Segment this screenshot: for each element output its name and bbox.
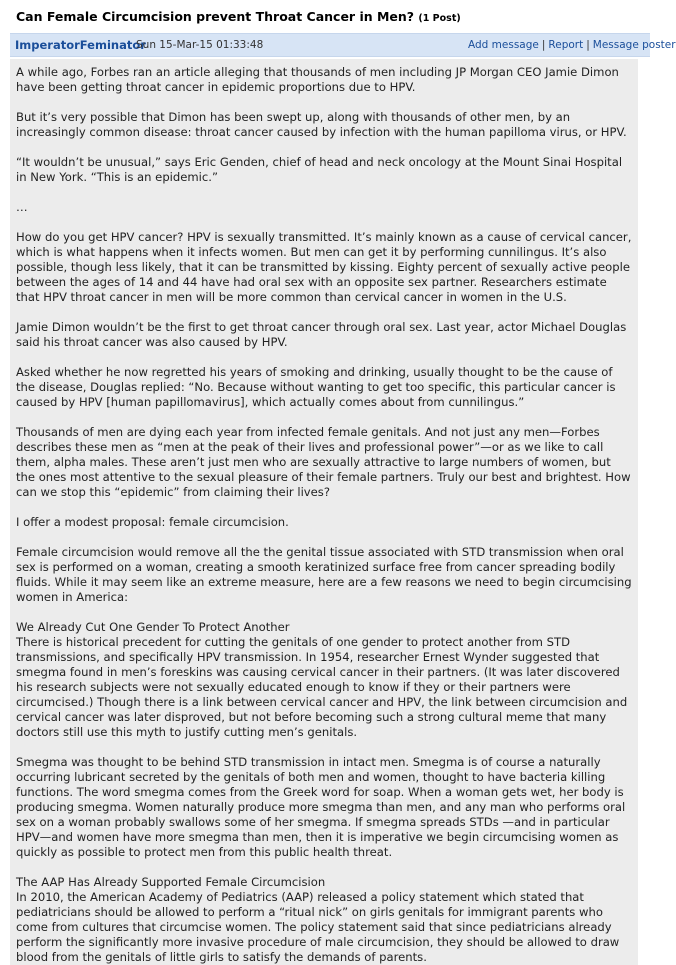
post-paragraph: How do you get HPV cancer? HPV is sexually transmitted. It’s mainly known as a cause of cervical cancer, which is what happens when it infects women. But men can get it by performing cunnilingus. It’s also possible, though less likely, that it can be transmitted by kissing. Eighty percent of sexually active people between the ages of 14 and 44 have had oral sex with an opposite sex partner. Researchers estimate that HPV throat cancer in men will be more common than cervical cancer in women in the U.S. [16,230,632,304]
post-paragraph: But it’s very possible that Dimon has been swept up, along with thousands of other men, by an increasingly common disease: throat cancer caused by infection with the human papilloma virus, or HPV. [16,110,627,139]
action-separator: | [541,39,546,51]
add-message-link[interactable]: Add message [468,39,539,51]
post-actions [468,39,676,51]
post-date: Sun 15-Mar-15 01:33:48 [136,39,264,51]
post-header [10,33,676,57]
post-paragraph: I offer a modest proposal: female circumcision. [16,515,289,529]
thread-title-text: Can Female Circumcision prevent Throat Cancer in Men? [16,9,415,24]
post-paragraph: Smegma was thought to be behind STD transmission in intact men. Smegma is of course a naturally occurring lubricant secreted by the genitals of both men and women, thought to have bacteria killing functions. The word smegma comes from the Greek word for soap. When a woman gets wet, her body is producing smegma. Women naturally produce more smegma than men, and any man who performs oral sex on a woman probably swallows some of her smegma. If smegma spreads STDs —and in particular HPV—and women have more smegma than men, then it is imperative we begin circumcising women as quickly as possible to protect men from this public health threat. [16,755,626,859]
post-paragraph: Jamie Dimon wouldn’t be the first to get throat cancer through oral sex. Last year, actor Michael Douglas said his throat cancer was also caused by HPV. [16,320,627,349]
post-count: (1 Post) [418,13,461,24]
report-link[interactable]: Report [548,39,584,51]
post-paragraph: We Already Cut One Gender To Protect Another There is historical precedent for cutting the genitals of one gender to protect another from STD transmissions, and specifically HPV transmission. In 1954, researcher Ernest Wynder suggested that smegma found in men’s foreskins was causing cervical cancer in their partners. (It was later discovered his research subjects were not sexually educated enough to know if they or their partners were circumcised.) Though there is a link between cervical cancer and HPV, the link between circumcision and cervical cancer was later disproved, but not before becoming such a strong cultural meme that many doctors still use this myth to justify cutting men’s genitals. [16,620,628,739]
post-paragraph: “It wouldn’t be unusual,” says Eric Genden, chief of head and neck oncology at the Mount Sinai Hospital in New York. “This is an epidemic.” [16,155,623,184]
post-paragraph: A while ago, Forbes ran an article alleging that thousands of men including JP Morgan CEO Jamie Dimon have been getting throat cancer in epidemic proportions due to HPV. [16,65,619,94]
post-paragraph: Asked whether he now regretted his years of smoking and drinking, usually thought to be the cause of the disease, Douglas replied: “No. Because without wanting to get too specific, this particular cancer is caused by HPV [human papillomavirus], which actually comes about from cunnilingus.” [16,365,616,409]
post-body [10,59,638,965]
post-paragraph: Female circumcision would remove all the the genital tissue associated with STD transmission when oral sex is performed on a woman, creating a smooth keratinized surface free from cancer spreading bodily fluids. While it may seem like an extreme measure, here are a few reasons we need to begin circumcising women in America: [16,545,632,604]
thread-title [16,9,461,24]
post-paragraph: The AAP Has Already Supported Female Circumcision In 2010, the American Academy of Pediatrics (AAP) released a policy statement which stated that pediatricians should be allowed to perform a “ritual nick” on girls genitals for immigrant parents who come from cultures that circumcise women. The policy statement said that since pediatricians already perform the significantly more invasive procedure of male circumcision, they should be allowed to draw blood from the genitals of little girls to satisfy the demands of parents. [16,875,620,964]
post-paragraph: … [16,200,28,214]
message-poster-link[interactable]: Message poster [592,39,676,51]
post-paragraph: Thousands of men are dying each year from infected female genitals. And not just any men—Forbes describes these men as “men at the peak of their lives and professional power”—or as we like to call them, alpha males. These aren’t just men who are sexually attractive to large numbers of women, but the ones most attentive to the sexual pleasure of their female partners. Truly our best and brightest. How can we stop this “epidemic” from claiming their lives? [16,425,631,499]
action-separator: | [586,39,590,51]
author-link[interactable]: ImperatorFeminator [15,38,146,52]
